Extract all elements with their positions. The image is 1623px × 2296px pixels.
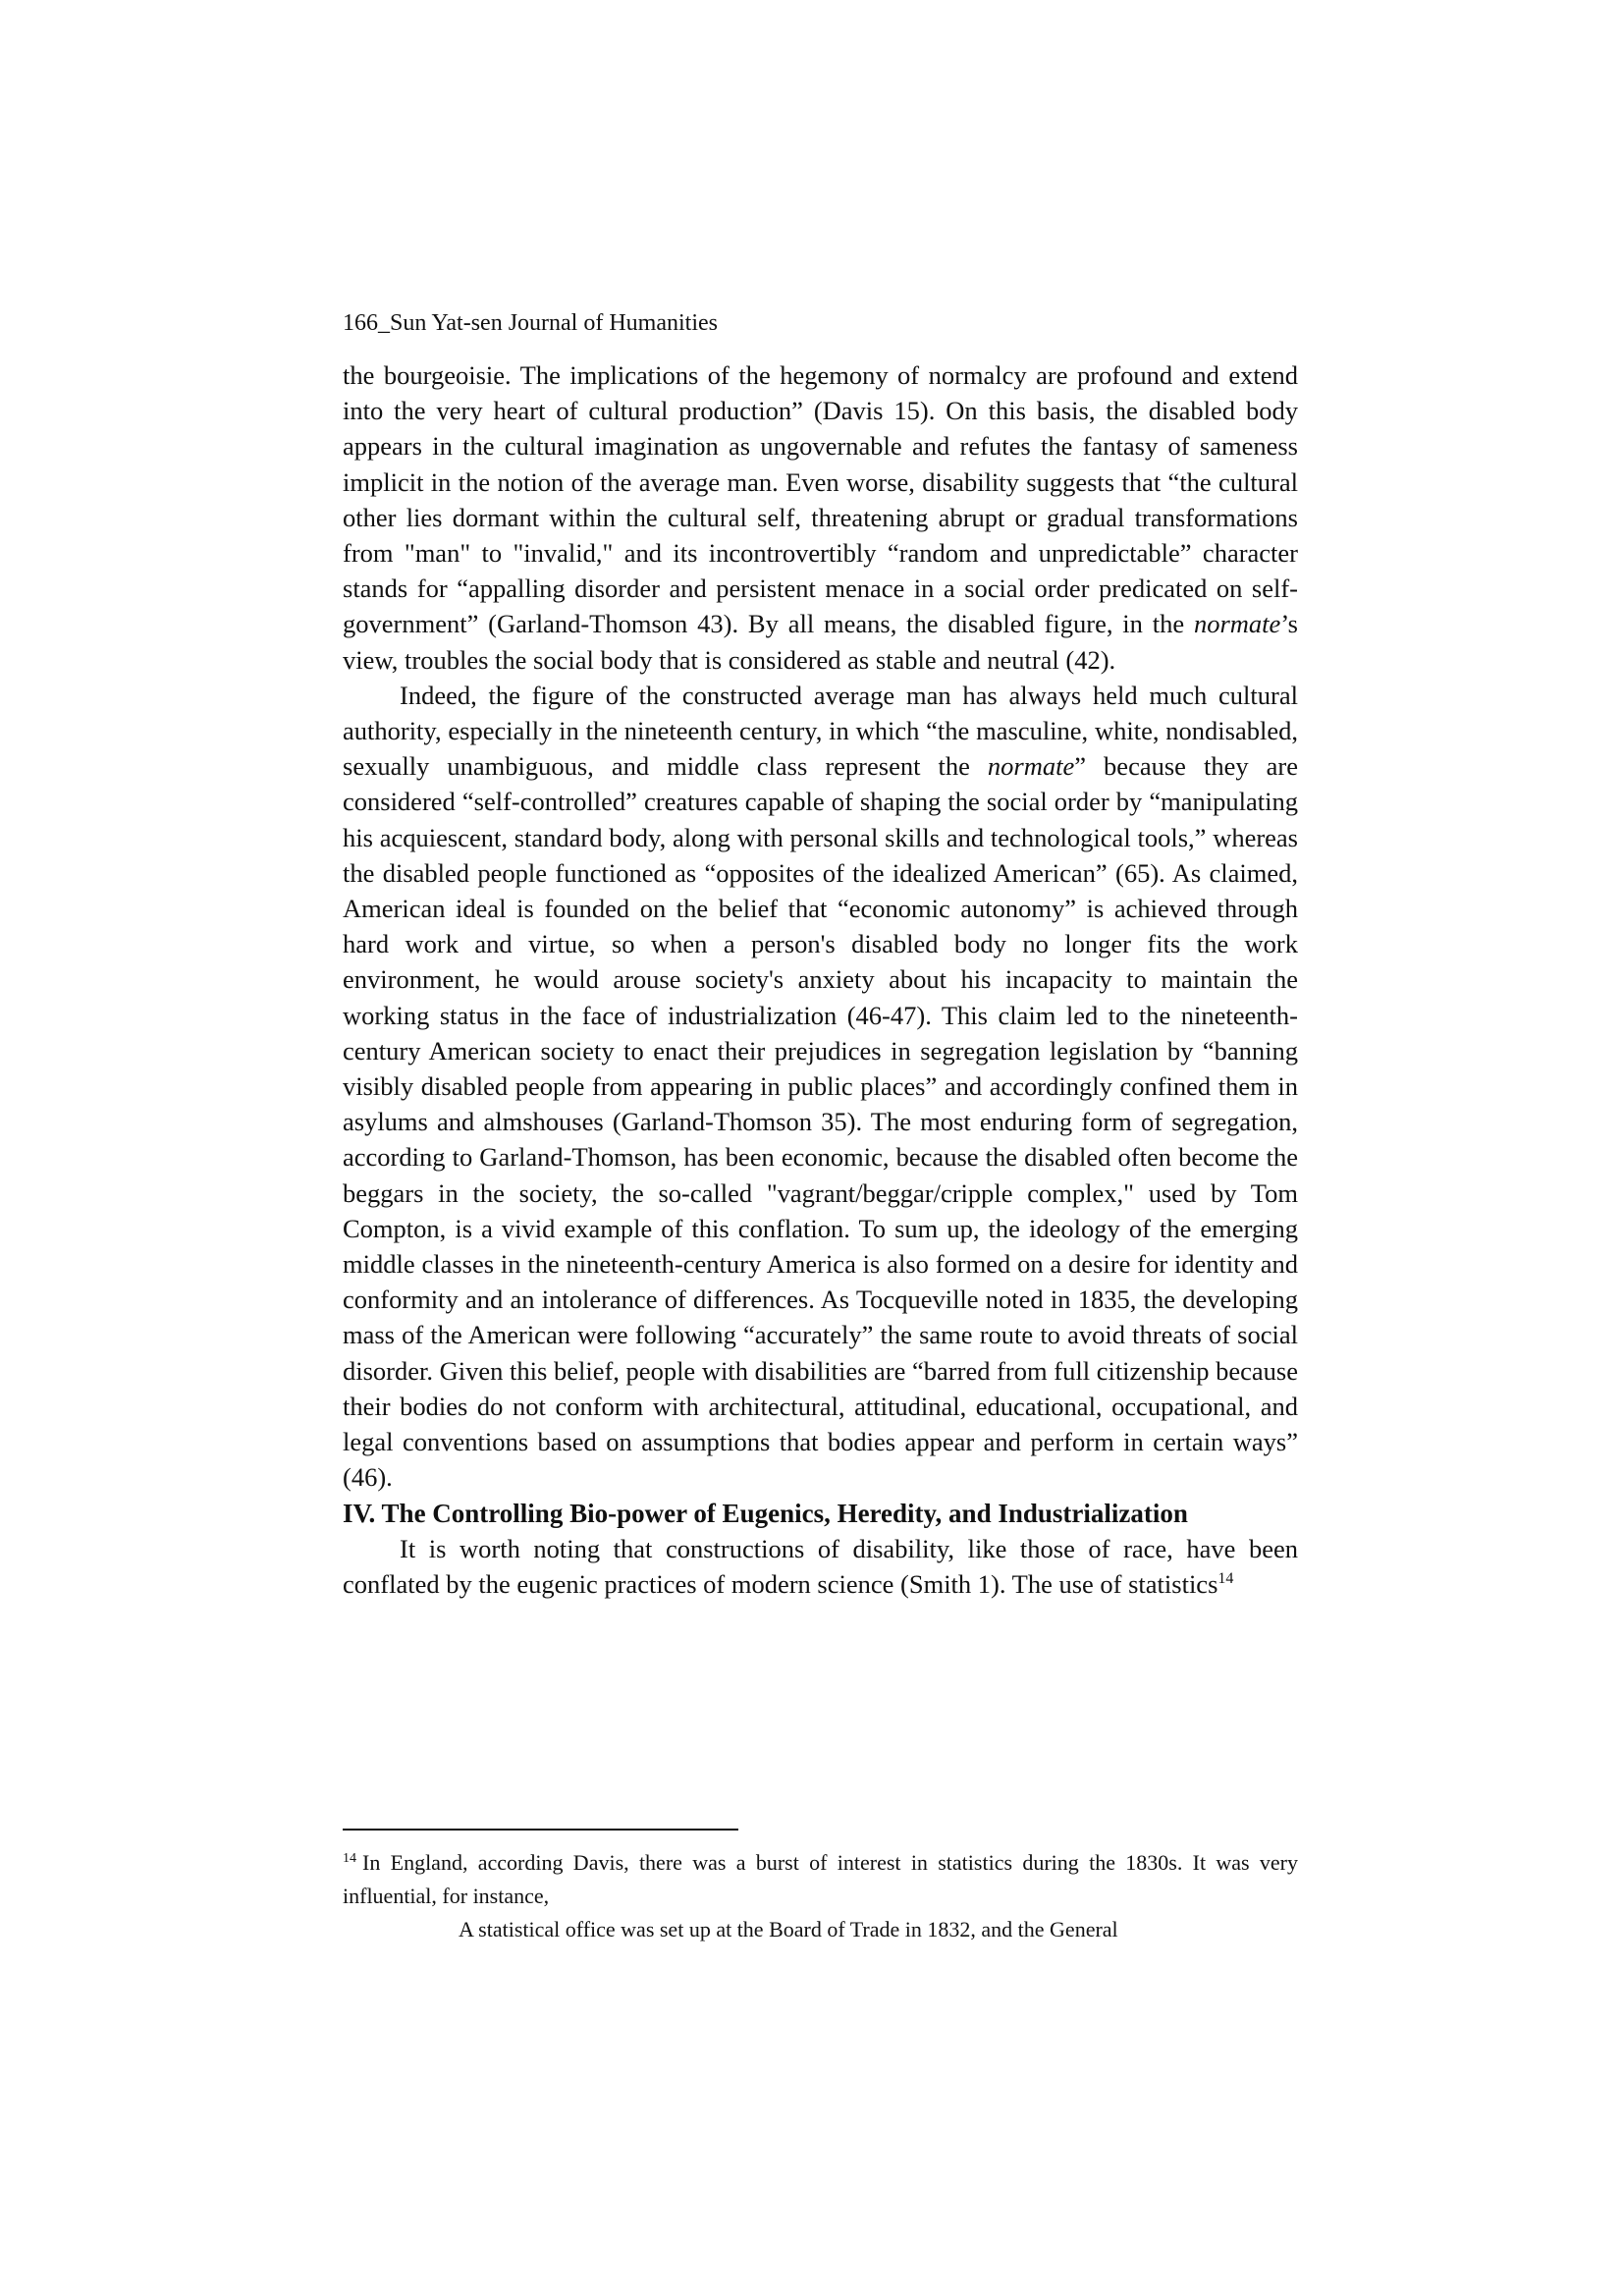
footnote-14 — [343, 1846, 1298, 1913]
paragraph-3-text: It is worth noting that constructions of disability, like those of race, have been conflated by the eugenic practices of modern science (Smith 1). The use of statistics — [343, 1533, 1298, 1599]
section-heading: IV. The Controlling Bio-power of Eugenics, Heredity, and Industrialization — [343, 1498, 1188, 1528]
paragraph-2-text-b: ” because they are considered “self-controlled” creatures capable of shaping the social order by “manipulating his acquiescent, standard body, along with personal skills and technological tools,” whereas the disabled people functioned as “opposites of the idealized American” (65). As claimed, American ideal is founded on the belief that “economic autonomy” is achieved through hard work and virtue, so when a person's disabled body no longer fits the work environment, he would arouse society's anxiety about his incapacity to maintain the working status in the face of industrialization (46-47). This claim led to the nineteenth-century American society to enact their prejudices in segregation legislation by “banning visibly disabled people from appearing in public places” and accordingly confined them in asylums and almshouses (Garland-Thomson 35). The most enduring form of segregation, according to Garland-Thomson, has been economic, because the disabled often become the beggars in the society, the so-called "vagrant/beggar/cripple complex," used by Tom Compton, is a vivid example of this conflation. To sum up, the ideology of the emerging middle classes in the nineteenth-century America is also formed on a desire for identity and conformity and an intolerance of differences. As Tocqueville noted in 1835, the developing mass of the American were following “accurately” the same route to avoid threats of social disorder. Given this belief, people with disabilities are “barred from full citizenship because their bodies do not conform with architectural, attitudinal, educational, occupational, and legal conventions based on assumptions that bodies appear and perform in certain ways” (46). — [343, 751, 1298, 1493]
paragraph-2 — [343, 678, 1298, 1496]
paragraph-3 — [343, 1531, 1298, 1602]
footnote-reference: 14 — [1217, 1570, 1234, 1588]
footnote-block-quote: A statistical office was set up at the Board of Trade in 1832, and the General — [459, 1917, 1118, 1941]
paragraph-1-text-a: the bourgeoisie. The implications of the hegemony of normalcy are profound and extend into the very heart of cultural production” (Davis 15). On this basis, the disabled body appears in the cultural imagination as ungovernable and refutes the fantasy of sameness implicit in the notion of the average man. Even worse, disability suggests that “the cultural other lies dormant within the cultural self, threatening abrupt or gradual transformations from "man" to "invalid," and its incontrovertibly “random and unpredictable” character stands for “appalling disorder and persistent menace in a social order predicated on self-government” (Garland-Thomson 43). By all means, the disabled figure, in the — [343, 360, 1298, 639]
footnote-number: 14 — [343, 1850, 356, 1866]
running-head: 166_Sun Yat-sen Journal of Humanities — [343, 310, 718, 336]
body-text — [343, 357, 1298, 1602]
footnotes — [343, 1846, 1298, 1946]
paragraph-2-text-a: Indeed, the figure of the constructed average man has always held much cultural authority, especially in the nineteenth century, in which “the masculine, white, nondisabled, sexually unambiguous, and middle class represent the — [343, 680, 1298, 782]
paragraph-2-italic-term: normate — [987, 751, 1075, 782]
footnote-text: In England, according Davis, there was a burst of interest in statistics during the 1830s. It was very influential, for instance, — [343, 1850, 1298, 1908]
paragraph-1-italic-term: normate — [1193, 609, 1281, 639]
paragraph-1 — [343, 357, 1298, 678]
footnote-divider — [343, 1829, 738, 1831]
paragraph-1-text-b: ’s view, troubles the social body that is considered as stable and neutral (42). — [343, 609, 1298, 675]
